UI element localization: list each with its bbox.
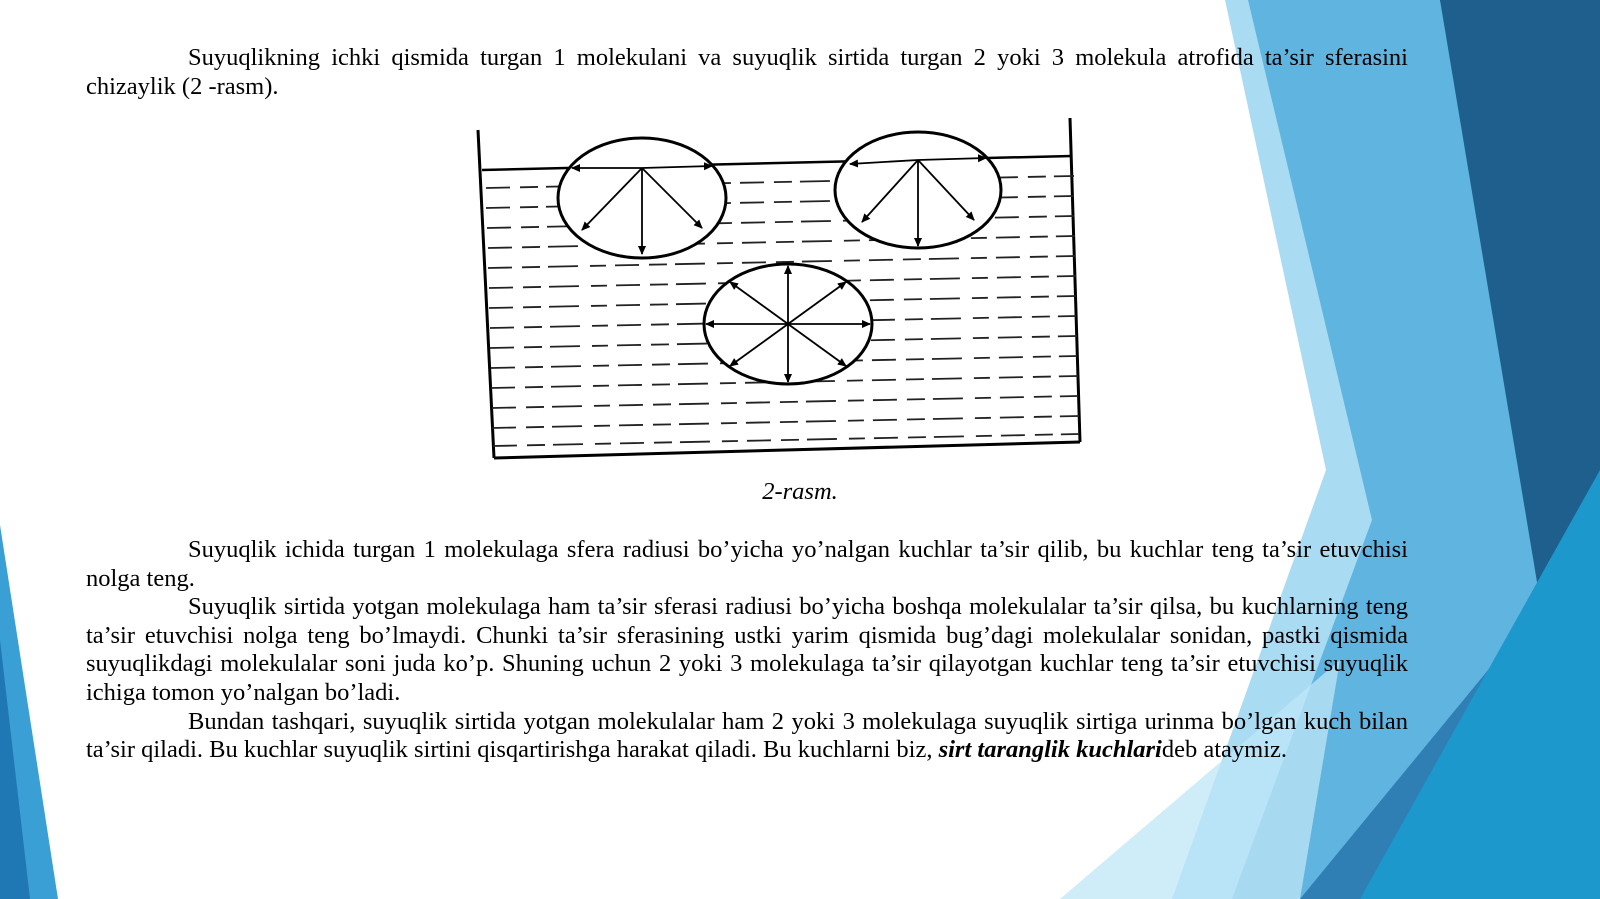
- paragraph-3-start: Bundan tashqari, suyuqlik sirtida yotgan molekulalar ham 2 yoki 3 molekulaga suyuqlik sirtiga urinma bo’lgan kuch bilan ta’sir qiladi. Bu kuchlar suyuqlik sirtini qisqartirishga harakat qiladi. Bu kuchlarni biz,: [86, 707, 1408, 764]
- surface-tension-diagram: [476, 116, 1108, 474]
- intro-text-block: [86, 44, 1408, 101]
- paragraph-3-end: deb ataymiz.: [1161, 736, 1288, 764]
- sphere-2: [558, 138, 726, 258]
- key-term: sirt taranglik kuchlari: [938, 736, 1162, 764]
- sphere-1: [704, 264, 872, 384]
- sphere-3: [835, 132, 1001, 248]
- intro-paragraph: Suyuqlikning ichki qismida turgan 1 molekulani va suyuqlik sirtida turgan 2 yoki 3 molekula atrofida ta’sir sferasini chizaylik (2 -rasm).: [86, 44, 1408, 100]
- paragraph-2: Suyuqlik sirtida yotgan molekulaga ham ta’sir sferasi radiusi bo’yicha boshqa molekulalar ta’sir qilsa, bu kuchlarning teng ta’sir etuvchisi nolga teng bo’lmaydi. Chunki ta’sir sferasining ustki yarim qismida bug’dagi molekulalar sonidan, pastki qismida suyuqlikdagi molekulalar soni juda ko’p. Shuning uchun 2 yoki 3 molekulaga ta’sir qilayotgan kuchlar teng ta’sir etuvchisi suyuqlik ichiga tomon yo’nalgan bo’ladi.: [86, 593, 1408, 706]
- figure-caption: 2-rasm.: [762, 478, 838, 505]
- paragraph-3: [86, 708, 1408, 765]
- paragraph-1: Suyuqlik ichida turgan 1 molekulaga sfera radiusi bo’yicha yo’nalgan kuchlar ta’sir qilib, bu kuchlar teng ta’sir etuvchisi nolga teng.: [86, 536, 1408, 592]
- left-decoration: [0, 525, 58, 899]
- body-text-block: [86, 536, 1408, 765]
